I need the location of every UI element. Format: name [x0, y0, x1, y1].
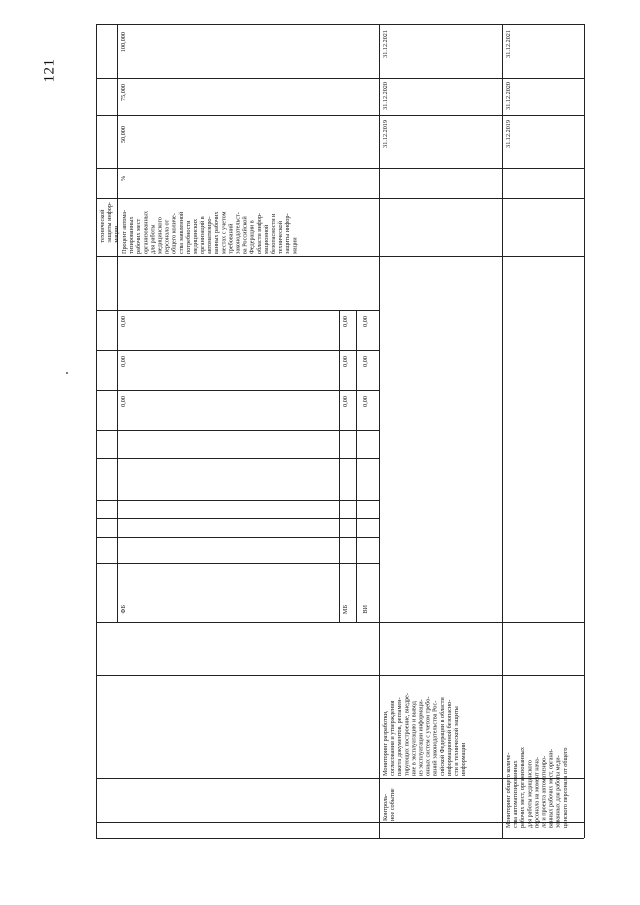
indicator-name-header: технической защиты инфор- мации	[99, 202, 121, 243]
funding-vi-2020: 0,00	[362, 356, 369, 367]
indicator-value-2019: 50,000	[120, 126, 127, 144]
indicator-value-2021: 100,000	[120, 32, 127, 53]
funding-mb-2021: 0,00	[342, 316, 349, 327]
funding-fb-2020: 0,00	[120, 356, 127, 367]
funding-mb-label: МБ	[342, 605, 349, 615]
control-event-text-1: Мониторинг разработки, согласования и утверждения пакета документов, регламен- тирующих построение, внедре- ние в эксплуатацию и вывод из эксплуатации информаци- онных систем с учетом требо- ваний законодательства Рос- сийской Федерации в области информационной безопасно- сти и технической защиты информации	[382, 693, 468, 776]
funding-fb-label: ФБ	[120, 605, 127, 614]
control-event-label: Контроль- ное событие	[382, 788, 397, 821]
funding-vi-2019: 0,00	[362, 396, 369, 407]
date-2021-row2: 31.12.2021	[505, 30, 512, 58]
funding-mb-2019: 0,00	[342, 396, 349, 407]
funding-fb-2019: 0,00	[120, 396, 127, 407]
funding-vi-2021: 0,00	[362, 316, 369, 327]
control-event-text-2: Мониторинг общего количе- ства автоматизированных рабочих мест, организованных для работы медицинского персонала на момент нача- ла и проекта автоматизиро- ванных рабочих мест, органи- зованных для работы меди- цинского персонала от общего	[505, 747, 569, 828]
funding-fb-2021: 0,00	[120, 316, 127, 327]
date-2019-row1: 31.12.2019	[382, 120, 389, 148]
page-number: 121	[41, 58, 58, 83]
indicator-name: Процент автома- тизированных рабочих мест организованных для работы медицинского персонала от общего количе- ства заявленной потребности медицинских организаций в автоматизиро- ванных рабочих местах с учетом требований законодательст- ва Российской Федерации в области инфор- мационной безопасности и технической защиты инфор- мации	[121, 209, 299, 254]
funding-mb-2020: 0,00	[342, 356, 349, 367]
date-2020-row1: 31.12.2020	[382, 82, 389, 110]
indicator-value-2020: 75,000	[120, 84, 127, 102]
scan-speck	[66, 372, 68, 374]
funding-vi-label: ВИ	[362, 605, 369, 614]
date-2021-row1: 31.12.2021	[382, 30, 389, 58]
indicator-unit: %	[120, 176, 127, 182]
date-2020-row2: 31.12.2020	[505, 82, 512, 110]
date-2019-row2: 31.12.2019	[505, 120, 512, 148]
